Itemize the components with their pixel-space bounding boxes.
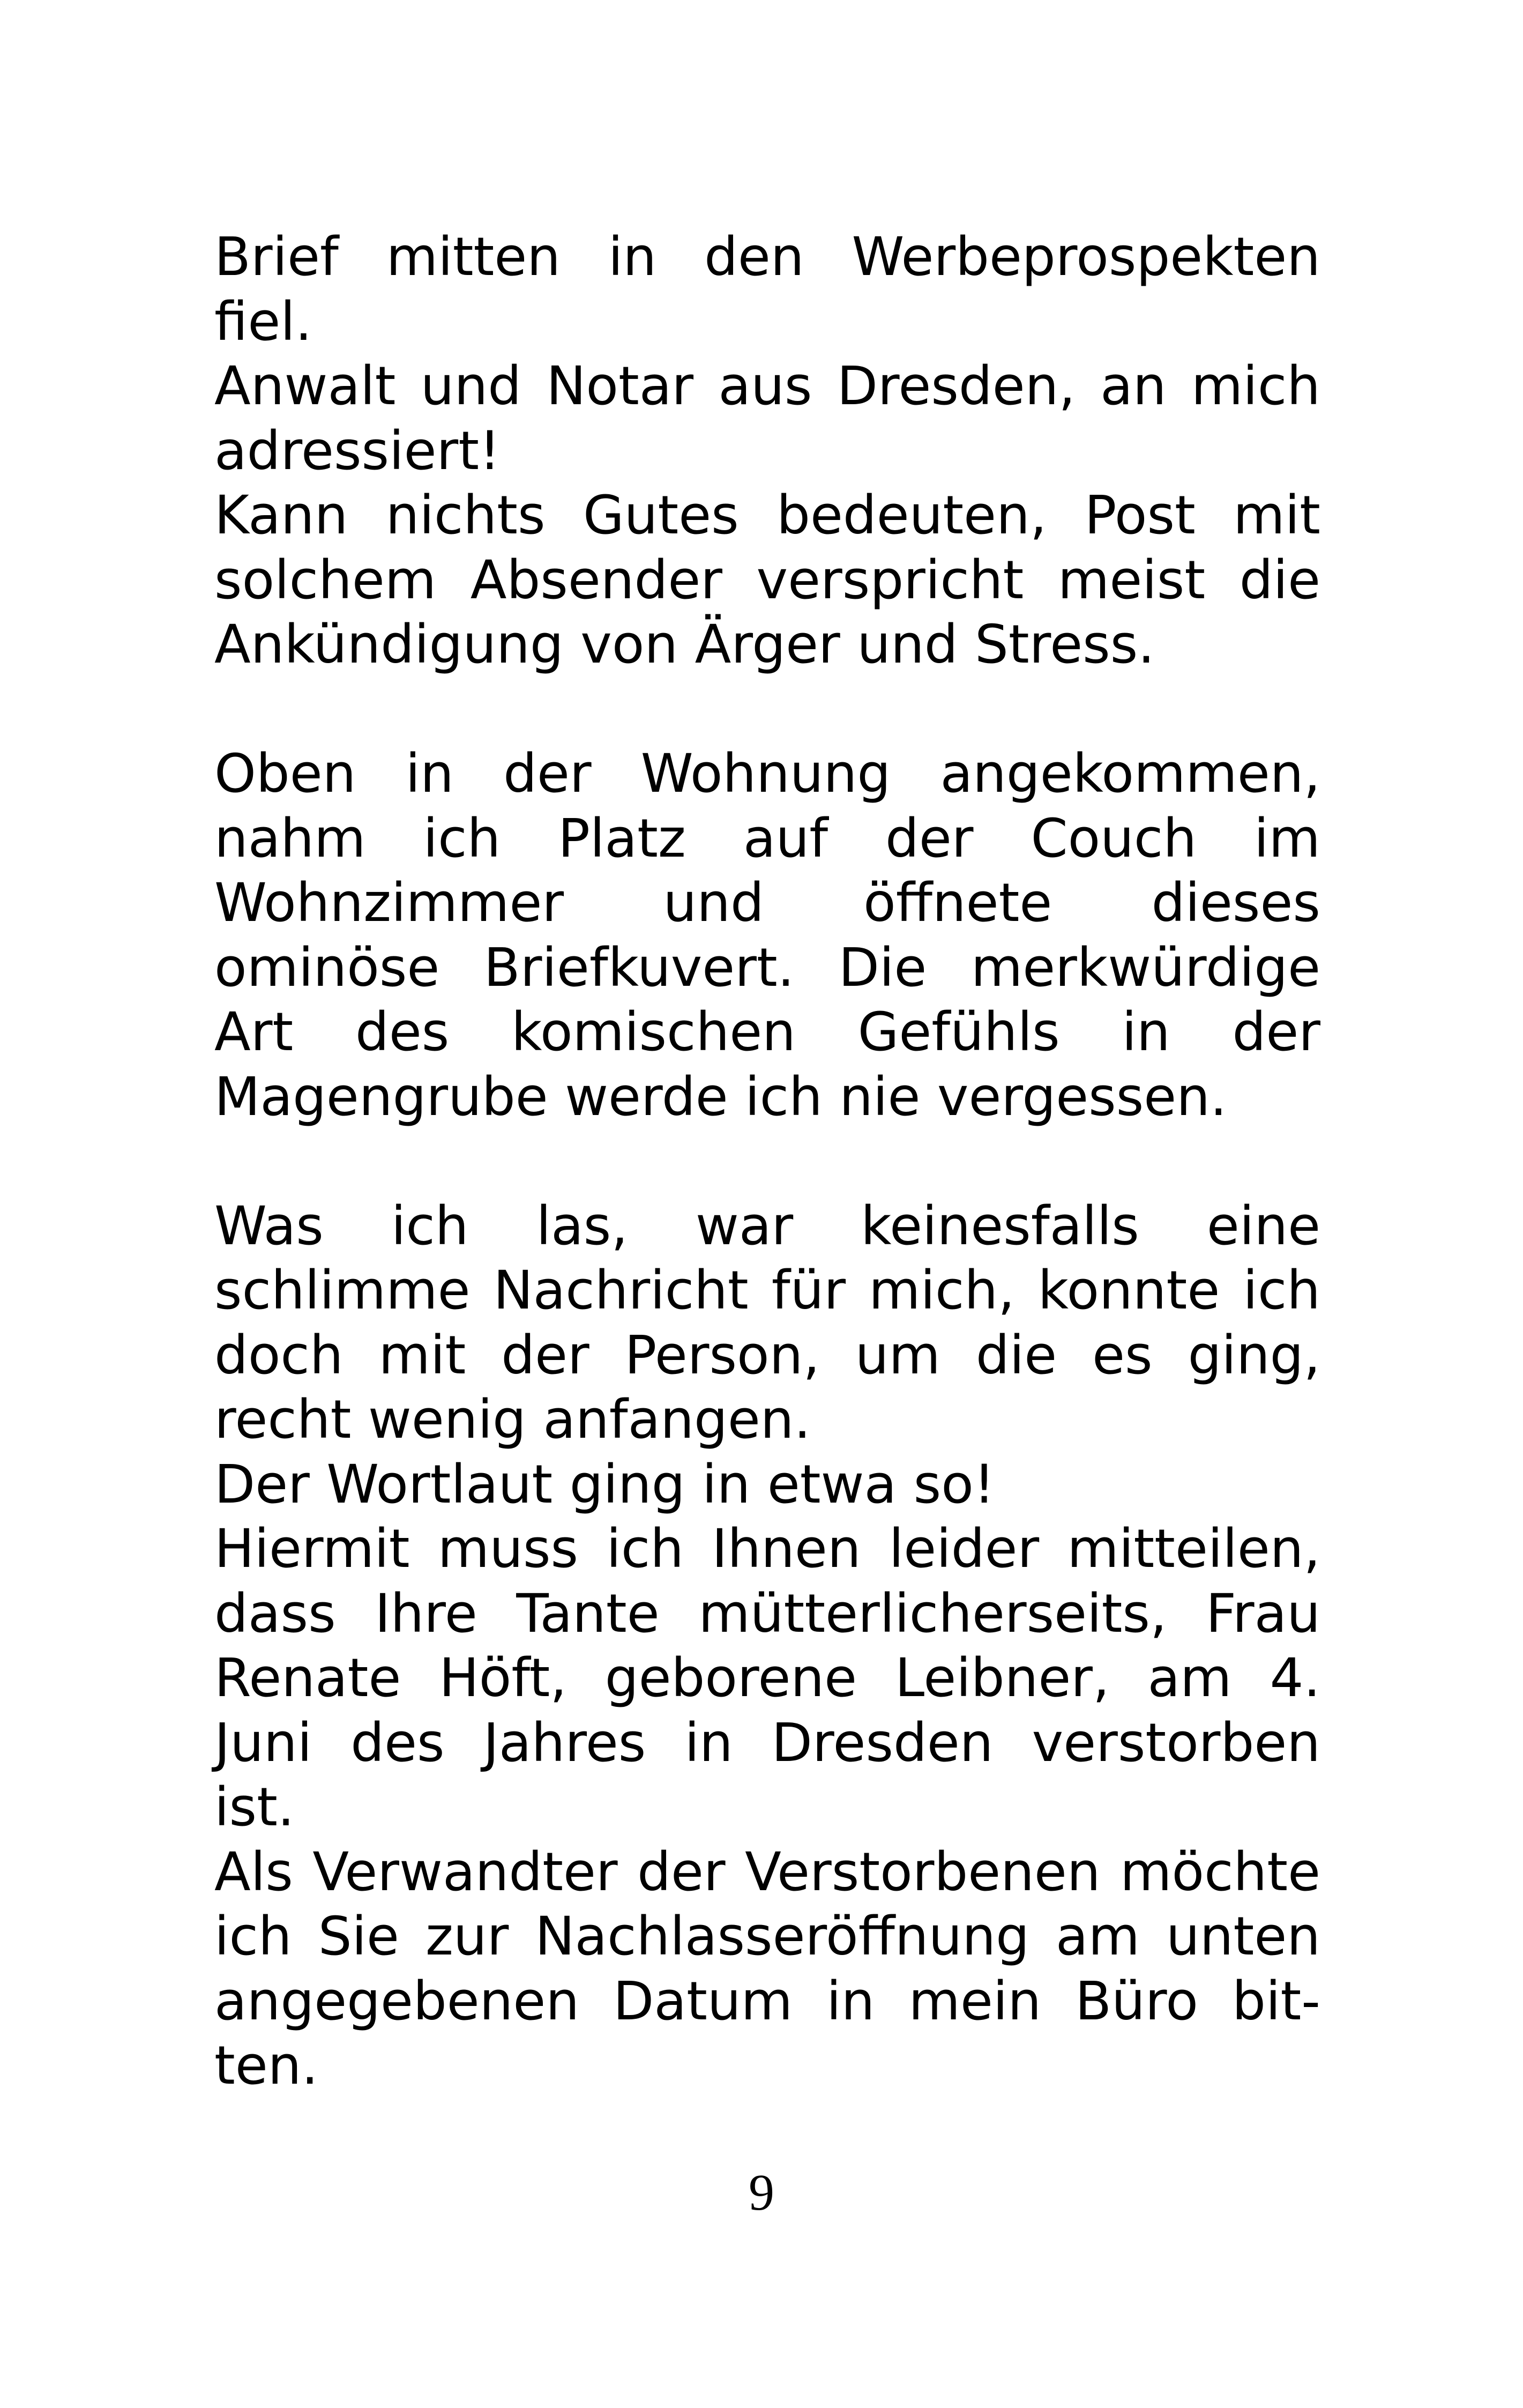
body-text [214, 225, 1320, 2099]
page-number: 9 [749, 2164, 774, 2221]
paragraph-gap [214, 678, 1320, 742]
text-line: Hiermit muss ich Ihnen leider mitteilen, [214, 1518, 1320, 1580]
text-line: adressiert! [214, 420, 501, 482]
text-line: Juni des Jahres in Dresden verstorben [214, 1712, 1320, 1774]
paragraph [214, 225, 1320, 678]
paragraph [214, 742, 1320, 1129]
text-line: Anwalt und Notar aus Dresden, an mich [214, 355, 1320, 417]
text-line: Oben in der Wohnung angekommen, [214, 743, 1320, 805]
text-line: Wohnzimmer und öffnete dieses [214, 872, 1320, 934]
text-line: ich Sie zur Nachlasseröffnung am unten [214, 1906, 1320, 1967]
text-line: Art des komischen Gefühls in der [214, 1001, 1320, 1063]
text-line: Magengrube werde ich nie vergessen. [214, 1066, 1227, 1128]
paragraph-gap [214, 1129, 1320, 1194]
text-line: Als Verwandter der Verstorbenen möchte [214, 1841, 1320, 1903]
text-line: ist. [214, 1777, 295, 1838]
text-line: solchem Absender verspricht meist die [214, 549, 1320, 611]
text-line: Was ich las, war keinesfalls eine [214, 1195, 1320, 1257]
text-line: dass Ihre Tante mütterlicherseits, Frau [214, 1582, 1320, 1645]
paragraph [214, 1194, 1320, 2099]
text-line: angegebenen Datum in mein Büro bit- [214, 1970, 1320, 2032]
text-line: Kann nichts Gutes bedeuten, Post mit [214, 485, 1320, 546]
text-line: Ankündigung von Ärger und Stress. [214, 614, 1155, 675]
text-line: schlimme Nachricht für mich, konnte ich [214, 1260, 1320, 1321]
text-line: ominöse Briefkuvert. Die merkwürdige [214, 937, 1320, 999]
text-line: nahm ich Platz auf der Couch im [214, 807, 1320, 869]
text-line: ten. [214, 2035, 318, 2097]
text-line: Brief mitten in den Werbeprospekten [214, 226, 1320, 288]
text-line: Der Wortlaut ging in etwa so! [214, 1453, 995, 1515]
text-line: Renate Höft, geborene Leibner, am 4. [214, 1647, 1320, 1709]
text-line: recht wenig anfangen. [214, 1389, 811, 1451]
text-line: doch mit der Person, um die es ging, [214, 1324, 1320, 1386]
text-line: fiel. [214, 291, 312, 353]
